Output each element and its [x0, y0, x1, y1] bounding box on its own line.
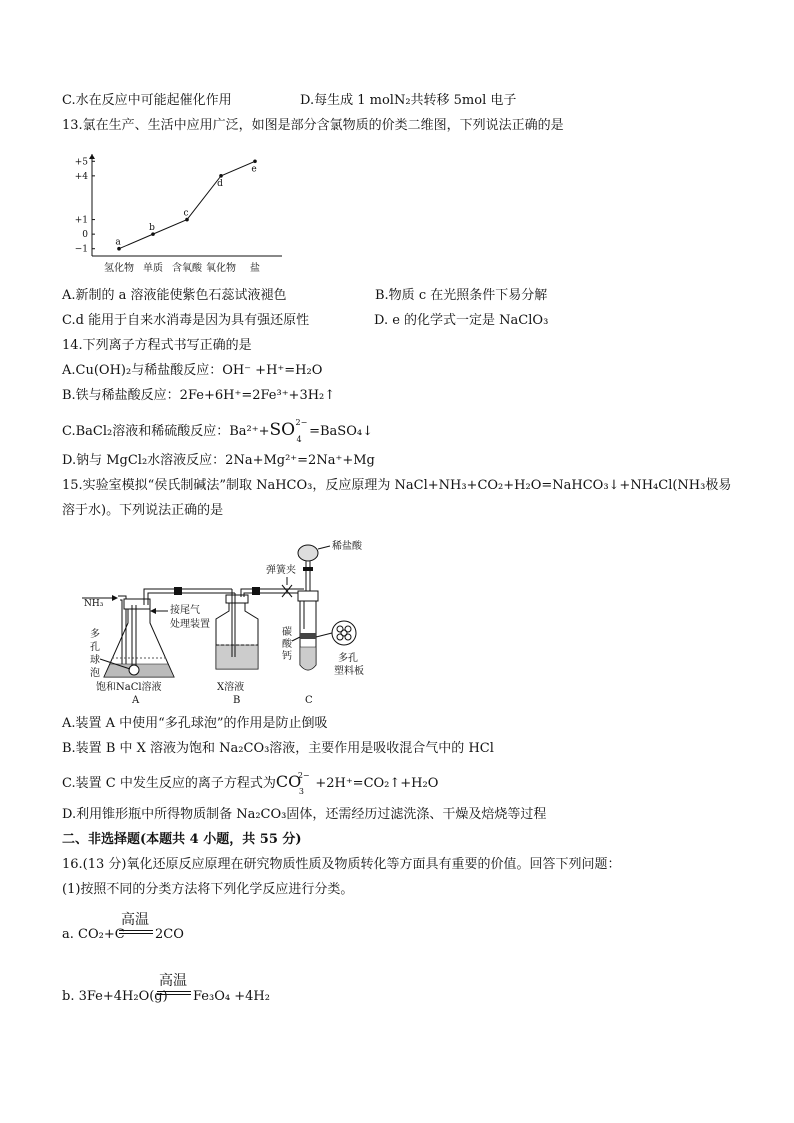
q14-option-c-suffix: =BaSO₄↓: [309, 424, 373, 439]
bubble-label-4: 泡: [90, 668, 100, 679]
q16-sub1: (1)按照不同的分类方法将下列化学反应进行分类。: [62, 882, 354, 897]
porous-plastic-plate: [332, 621, 356, 645]
point-label: e: [251, 164, 257, 175]
tube-c: [298, 591, 318, 670]
plate-label-1: 多孔: [338, 653, 358, 664]
bubble-label-1: 多: [90, 629, 100, 640]
point-label: c: [183, 208, 189, 219]
bubble-label-2: 孔: [90, 642, 100, 653]
carbonate-ion: CO 2− 3: [276, 773, 301, 791]
bubble-label-3: 球: [90, 655, 100, 666]
q14-option-a: A.Cu(OH)₂与稀盐酸反应：OH⁻ +H⁺=H₂O: [62, 363, 323, 378]
y-tick-label: +1: [74, 215, 88, 226]
q14-option-b: B.铁与稀盐酸反应：2Fe+6H⁺=2Fe³⁺+3H₂↑: [62, 388, 336, 403]
q12-option-d: D.每生成 1 molN₂共转移 5mol 电子: [300, 93, 517, 108]
q14-option-d: D.钠与 MgCl₂水溶液反应：2Na+Mg²⁺=2Na⁺+Mg: [62, 453, 375, 468]
caco3-label-1: 碳: [282, 627, 292, 638]
eq-a-arrow-top: [119, 930, 153, 931]
x-tick-label: 单质: [143, 263, 163, 274]
q13-option-a: A.新制的 a 溶液能使紫色石蕊试液褪色: [62, 288, 287, 303]
q14-option-c: [62, 418, 373, 444]
flask-solution-label: 饱和NaCl溶液: [96, 682, 162, 693]
x-tick-label: 氢化物: [104, 263, 134, 274]
bottle-b: [216, 589, 292, 669]
q13-option-c: C.d 能用于自来水消毒是因为具有强还原性: [62, 313, 310, 328]
q15-stem-line1: 15.实验室模拟“侯氏制碱法”制取 NaHCO₃，反应原理为 NaCl+NH₃+CO₂+H₂O=NaHCO₃↓+NH₄Cl(NH₃极易: [62, 478, 732, 493]
caco3-label-2: 酸: [282, 639, 292, 650]
label-b: B: [233, 695, 241, 706]
carbonate-subscript: 3: [298, 787, 304, 796]
eq-b-arrow-bottom: [157, 994, 191, 995]
q13-valence-chart: [62, 148, 292, 278]
nh3-arrow-head: [112, 595, 118, 601]
y-tick-label: +4: [74, 171, 88, 182]
q13-option-b: B.物质 c 在光照条件下易分解: [375, 288, 548, 303]
dilute-hcl-label: 稀盐酸: [332, 541, 362, 552]
q14-option-c-prefix: C.BaCl₂溶液和稀硫酸反应：Ba²⁺+: [62, 424, 270, 439]
tail-gas-label-2: 处理装置: [170, 619, 210, 630]
porous-bubble: [129, 665, 139, 675]
sulfate-subscript: 4: [296, 435, 302, 444]
eq-b-condition: 高温: [159, 973, 187, 989]
eq-a-arrow-bottom: [119, 933, 153, 934]
caco3-label-3: 钙: [282, 651, 292, 662]
q14-stem: 14.下列离子方程式书写正确的是: [62, 338, 252, 353]
label-a: A: [132, 695, 140, 706]
eq-a-right: 2CO: [155, 927, 184, 942]
y-tick-label: +5: [74, 157, 88, 168]
q13-stem: 13.氯在生产、生活中应用广泛，如图是部分含氯物质的价类二维图，下列说法正确的是: [62, 118, 564, 133]
sulfate-charge: 2−: [295, 418, 308, 427]
x-solution-label: X溶液: [217, 682, 245, 693]
label-c: C: [305, 695, 313, 706]
q13-option-d: D. e 的化学式一定是 NaClO₃: [374, 313, 549, 328]
x-tick-label: 盐: [250, 263, 260, 274]
data-point: [253, 159, 257, 163]
plate-label-2: 塑料板: [334, 666, 364, 677]
q15-option-c: [62, 771, 439, 796]
nh3-label: NH₃: [84, 599, 104, 609]
chart-layer: [75, 154, 282, 274]
q15-option-c-suffix: +2H⁺=CO₂↑+H₂O: [311, 776, 439, 791]
dropping-funnel: [298, 545, 318, 561]
data-point: [219, 174, 223, 178]
spring-clip-label: 弹簧夹: [266, 565, 296, 576]
q15-option-d: D.利用锥形瓶中所得物质制备 Na₂CO₃固体，还需经历过滤洗涤、干燥及焙烧等过程: [62, 807, 547, 822]
q15-option-c-prefix: C.装置 C 中发生反应的离子方程式为: [62, 776, 276, 791]
q15-apparatus-figure: [82, 537, 372, 707]
y-axis-arrow: [89, 154, 95, 159]
point-label: d: [217, 178, 223, 189]
q15-option-b: B.装置 B 中 X 溶液为饱和 Na₂CO₃溶液，主要作用是吸收混合气中的 HCl: [62, 741, 494, 756]
y-tick-label: 0: [82, 230, 88, 241]
eq-a-condition: 高温: [121, 912, 149, 928]
x-tick-label: 含氧酸: [172, 263, 202, 274]
q16-stem: 16.(13 分)氧化还原反应原理在研究物质性质及物质转化等方面具有重要的价值。回答下列问题：: [62, 857, 621, 872]
point-label: b: [149, 223, 155, 234]
y-tick-label: −1: [74, 244, 88, 255]
carbonate-charge: 2−: [297, 771, 310, 780]
spring-clip: [282, 585, 292, 597]
tail-gas-label-1: 接尾气: [170, 605, 200, 616]
eq-b-left: b. 3Fe+4H₂O(g): [62, 989, 168, 1004]
q15-stem-line2: 溶于水)。下列说法正确的是: [62, 503, 224, 518]
q12-option-c: C.水在反应中可能起催化作用: [62, 93, 232, 108]
sulfate-ion: SO 2− 4: [270, 421, 296, 439]
series-line: [119, 161, 255, 248]
q15-option-a: A.装置 A 中使用“多孔球泡”的作用是防止倒吸: [62, 716, 328, 731]
section-2-title: 二、非选择题(本题共 4 小题，共 55 分): [62, 832, 302, 847]
eq-a-left: a. CO₂+C: [62, 927, 125, 942]
x-tick-label: 氧化物: [206, 263, 236, 274]
point-label: a: [115, 237, 121, 248]
eq-b-arrow-top: [157, 991, 191, 992]
eq-b-right: Fe₃O₄ +4H₂: [193, 989, 270, 1004]
